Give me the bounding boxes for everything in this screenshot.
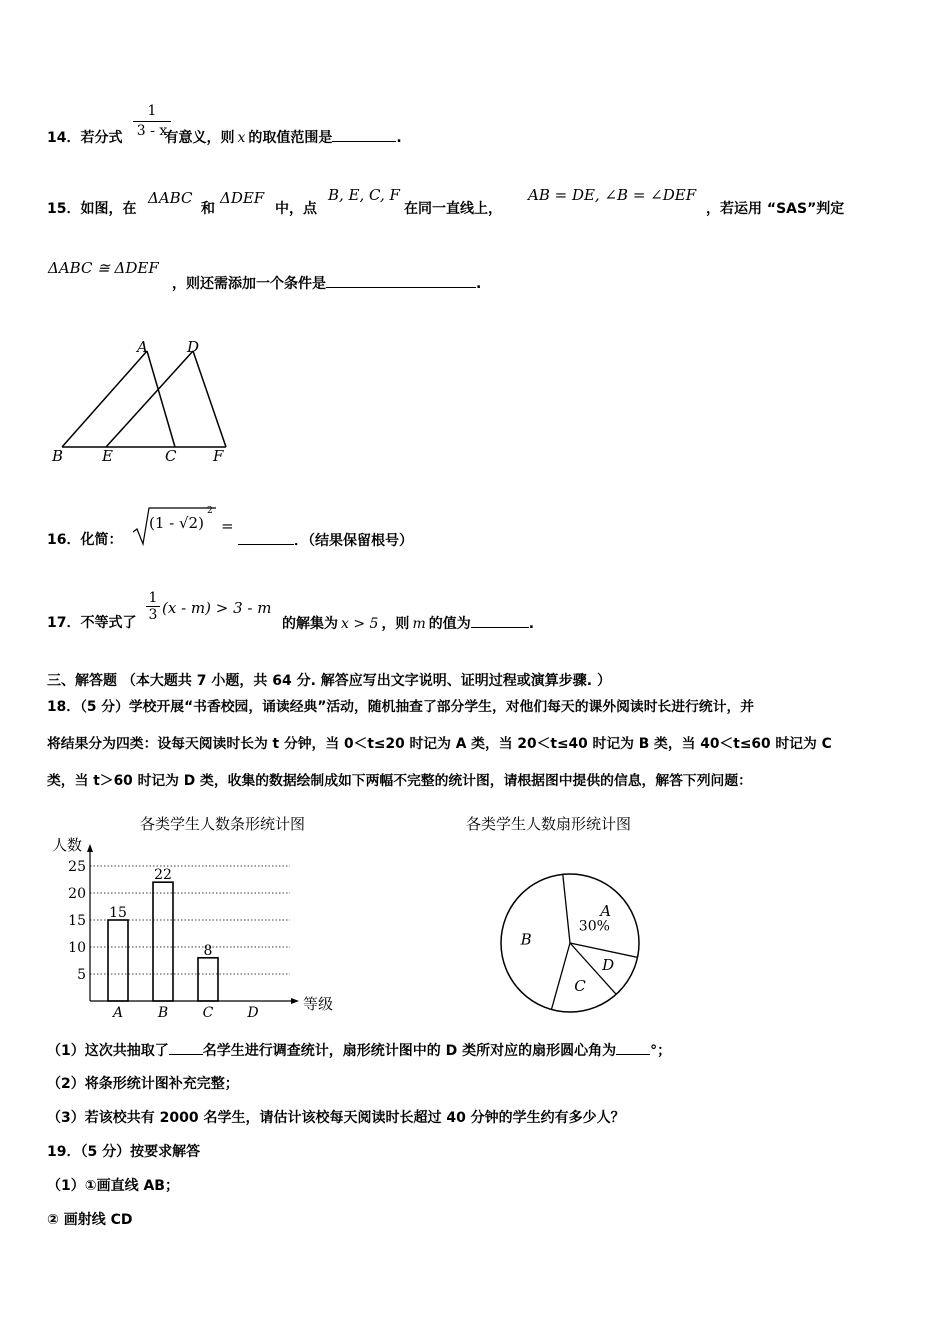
q17-p4: 的值为 [428, 616, 471, 632]
q19-sub1: （1）①画直线 AB； [47, 1178, 179, 1194]
q19-sub2: ② 画射线 CD [47, 1212, 133, 1228]
bar-C [198, 958, 218, 1001]
q14-prefix: 若分式 [80, 130, 123, 146]
q16-end: ．（结果保留根号） [294, 533, 413, 549]
q15-cond: AB = DE, ∠B = ∠DEF [528, 186, 697, 204]
q16-expr: (1 - √2) [149, 514, 204, 532]
q17-p2: 的解集为 [282, 616, 338, 632]
question-17 [47, 614, 136, 632]
bar-ytick-15: 15 [68, 913, 86, 929]
section-3-heading: 三、解答题 （本大题共 7 小题，共 64 分. 解答应写出文字说明、证明过程或演算步骤. ） [47, 673, 611, 689]
q15-p4: 在同一直线上， [404, 201, 502, 217]
pie-chart-title: 各类学生人数扇形统计图 [466, 815, 632, 833]
q15-p6: ，则还需添加一个条件是 [172, 276, 326, 292]
q17-answer-blank[interactable] [471, 614, 529, 628]
bar-xtick-A: A [112, 1005, 124, 1021]
q17-tail [282, 614, 534, 633]
q17-frac-num: 1 [148, 590, 158, 606]
q14-answer-blank[interactable] [332, 128, 396, 142]
q15-answer-blank[interactable] [326, 274, 476, 288]
q17-sol: x > 5 [341, 616, 379, 632]
q15-congr: ΔABC ≅ ΔDEF [48, 259, 159, 277]
segment-ed [106, 351, 193, 447]
q17-frac-den: 3 [148, 607, 158, 623]
q14-fraction [131, 102, 173, 139]
question-14 [47, 128, 402, 147]
q14-frac-num: 1 [147, 103, 157, 119]
question-15 [47, 200, 136, 218]
q18-sub1-b: 名学生进行调查统计，扇形统计图中的 D 类所对应的扇形圆心角为 [202, 1043, 617, 1059]
q19-title: 19．（5 分）按要求解答 [47, 1144, 201, 1160]
q17-prefix: 不等式了 [80, 615, 137, 631]
bar-ytick-20: 20 [68, 886, 86, 902]
q14-var: x [237, 130, 246, 146]
q17-end: . [528, 616, 535, 632]
bar-ytick-5: 5 [77, 967, 86, 983]
q18-line1: 18．（5 分）学校开展“书香校园，诵读经典”活动，随机抽查了部分学生，对他们每天的课外阅读时长进行统计，并 [47, 699, 755, 715]
bar-xtick-D: D [247, 1005, 259, 1021]
q14-number: 14． [47, 130, 81, 146]
q15-points: B, E, C, F [328, 186, 400, 204]
q16-exp: 2 [207, 506, 213, 516]
q15-tri1: ΔABC [148, 189, 193, 207]
q14-middle: 有意义，则 [164, 130, 235, 146]
bar-ytick-25: 25 [68, 859, 86, 875]
q17-var: m [412, 616, 426, 632]
segment-ac [147, 351, 175, 447]
triangle-figure [48, 335, 238, 467]
bar-A [108, 920, 128, 1001]
bar-ytick-10: 10 [68, 940, 86, 956]
q15-p3: 中，点 [275, 201, 317, 217]
pie-percent-A: 30% [578, 918, 610, 935]
bar-chart-xlabel: 等级 [303, 995, 334, 1013]
q15-p5: ，若运用 “SAS”判定 [706, 201, 845, 217]
pie-label-C: C [574, 976, 586, 995]
q17-number: 17． [47, 615, 81, 631]
pie-divider-A [563, 874, 570, 943]
segment-df [193, 351, 226, 447]
q15-p1: 如图，在 [80, 201, 137, 217]
q14-suffix: 的取值范围是 [248, 130, 333, 146]
segment-ba [62, 351, 147, 447]
q17-p3: ，则 [381, 616, 410, 632]
q15-p2: 和 [201, 201, 215, 217]
bar-chart [50, 810, 360, 1025]
pie-divider-B [551, 943, 570, 1009]
q15-tri2: ΔDEF [220, 189, 265, 207]
q18-count-blank[interactable] [169, 1041, 203, 1055]
bar-chart-title: 各类学生人数条形统计图 [140, 815, 306, 833]
bar-y-axis-arrow [87, 844, 93, 852]
q17-fraction [146, 590, 160, 623]
bar-B [153, 882, 173, 1001]
bar-xtick-B: B [157, 1005, 169, 1021]
bar-x-axis-arrow [291, 998, 299, 1004]
label-c: C [165, 447, 177, 465]
q18-sub2: （2）将条形统计图补充完整； [47, 1076, 239, 1092]
q16-number: 16． [47, 532, 81, 548]
q18-line2: 将结果分为四类：设每天阅读时长为 t 分钟，当 0＜t≤20 时记为 A 类，当 20＜t≤40 时记为 B 类，当 40＜t≤60 时记为 C [47, 736, 832, 752]
q15-end: . [476, 276, 482, 292]
q18-sub3: （3）若该校共有 2000 名学生，请估计该校每天阅读时长超过 40 分钟的学生约有多少人？ [47, 1110, 625, 1126]
q18-angle-blank[interactable] [616, 1041, 650, 1055]
bar-chart-ylabel: 人数 [52, 836, 83, 854]
pie-label-A: A [600, 901, 612, 920]
label-a: A [137, 338, 148, 356]
q15-line2 [172, 274, 481, 293]
label-f: F [213, 447, 224, 465]
bar-label-B: 22 [154, 867, 172, 884]
q15-number: 15． [47, 201, 81, 217]
q16-tail [238, 531, 413, 550]
label-e: E [102, 447, 113, 465]
label-b: B [52, 447, 64, 465]
pie-label-D: D [602, 956, 615, 974]
bar-label-C: 8 [203, 942, 213, 959]
bar-label-A: 15 [109, 905, 127, 921]
q14-end: . [396, 130, 402, 146]
pie-chart [460, 810, 700, 1020]
q16-prefix: 化简： [80, 532, 123, 548]
label-d: D [187, 338, 200, 356]
bar-xtick-C: C [202, 1005, 214, 1021]
q17-expr: (x - m) > 3 - m [162, 599, 272, 617]
q16-answer-blank[interactable] [238, 531, 294, 545]
q18-sub1-a: （1）这次共抽取了 [47, 1043, 169, 1059]
q18-sub1-c: °； [650, 1043, 672, 1059]
q14-frac-den: 3 - x [136, 123, 168, 139]
question-16 [47, 531, 122, 549]
pie-label-B: B [520, 930, 532, 949]
q16-eq: = [221, 517, 234, 535]
q18-sub1 [47, 1041, 671, 1060]
q18-line3: 类，当 t＞60 时记为 D 类，收集的数据绘制成如下两幅不完整的统计图，请根据图中提供的信息，解答下列问题： [47, 773, 752, 789]
